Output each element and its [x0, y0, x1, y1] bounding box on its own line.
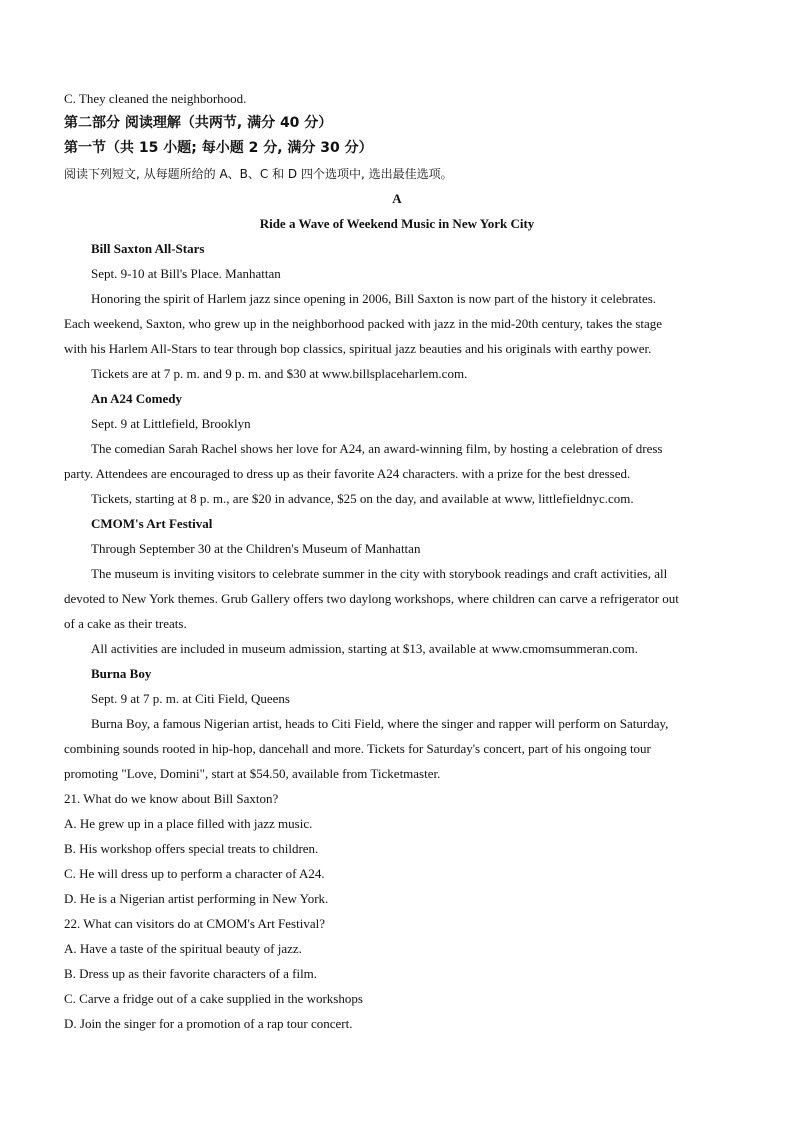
- event-tickets-cmom: All activities are included in museum admission, starting at $13, available at www.cmomsummeran.com.: [91, 641, 638, 656]
- question-21-option-a: A. He grew up in a place filled with jazz music.: [64, 816, 313, 831]
- event-name-bill-saxton: Bill Saxton All-Stars: [91, 241, 205, 256]
- event-name-burna-boy: Burna Boy: [91, 666, 152, 681]
- passage-title: Ride a Wave of Weekend Music in New York City: [259, 216, 535, 231]
- event-name-cmom: CMOM's Art Festival: [91, 516, 213, 531]
- previous-option-c: C. They cleaned the neighborhood.: [64, 91, 247, 106]
- question-22-option-b: B. Dress up as their favorite characters of a film.: [64, 966, 318, 981]
- question-21-option-c: C. He will dress up to perform a character of A24.: [64, 866, 325, 881]
- question-21-option-b: B. His workshop offers special treats to children.: [64, 841, 319, 856]
- event-paragraph-line: Burna Boy, a famous Nigerian artist, heads to Citi Field, where the singer and rapper will perform on Saturday,: [91, 716, 669, 731]
- event-paragraph-line: devoted to New York themes. Grub Gallery offers two daylong workshops, where children can carve a refrigerator out: [64, 591, 679, 606]
- event-when-cmom: Through September 30 at the Children's Museum of Manhattan: [91, 541, 421, 556]
- event-when-bill-saxton: Sept. 9-10 at Bill's Place. Manhattan: [91, 266, 281, 281]
- event-tickets-bill-saxton: Tickets are at 7 p. m. and 9 p. m. and $30 at www.billsplaceharlem.com.: [91, 366, 468, 381]
- event-paragraph-line: The museum is inviting visitors to celebrate summer in the city with storybook readings and craft activities, all: [91, 566, 668, 581]
- question-21-option-d: D. He is a Nigerian artist performing in New York.: [64, 891, 329, 906]
- event-when-a24: Sept. 9 at Littlefield, Brooklyn: [91, 416, 251, 431]
- question-22-option-c: C. Carve a fridge out of a cake supplied in the workshops: [64, 991, 363, 1006]
- event-paragraph-line: promoting "Love, Domini", start at $54.50, available from Ticketmaster.: [64, 766, 441, 781]
- event-name-a24: An A24 Comedy: [91, 391, 183, 406]
- event-when-burna-boy: Sept. 9 at 7 p. m. at Citi Field, Queens: [91, 691, 290, 706]
- event-paragraph-line: combining sounds rooted in hip-hop, dancehall and more. Tickets for Saturday's concert, part of his ongoing tour: [64, 741, 651, 756]
- question-22-option-d: D. Join the singer for a promotion of a rap tour concert.: [64, 1016, 353, 1031]
- event-paragraph-line: with his Harlem All-Stars to tear through bop classics, spiritual jazz beauties and his originals with earthy power.: [64, 341, 652, 356]
- passage-letter: A: [392, 191, 402, 206]
- question-22-option-a: A. Have a taste of the spiritual beauty of jazz.: [64, 941, 302, 956]
- event-paragraph-line: of a cake as their treats.: [64, 616, 187, 631]
- event-tickets-a24: Tickets, starting at 8 p. m., are $20 in advance, $25 on the day, and available at www, littlefieldnyc.com.: [91, 491, 634, 506]
- event-paragraph-line: The comedian Sarah Rachel shows her love for A24, an award-winning film, by hosting a celebration of dress: [91, 441, 663, 456]
- part2-heading: 第二部分 阅读理解（共两节, 满分 40 分）: [64, 115, 333, 131]
- section1-heading: 第一节（共 15 小题; 每小题 2 分, 满分 30 分）: [64, 140, 373, 156]
- event-paragraph-line: Each weekend, Saxton, who grew up in the neighborhood packed with jazz in the mid-20th century, takes the stage: [64, 316, 663, 331]
- event-paragraph-line: Honoring the spirit of Harlem jazz since opening in 2006, Bill Saxton is now part of the history it celebrates.: [91, 291, 657, 306]
- event-paragraph-line: party. Attendees are encouraged to dress up as their favorite A24 characters. with a prize for the best dressed.: [64, 466, 631, 481]
- question-22-stem: 22. What can visitors do at CMOM's Art Festival?: [64, 916, 325, 931]
- question-21-stem: 21. What do we know about Bill Saxton?: [64, 791, 279, 806]
- instructions: 阅读下列短文, 从每题所给的 A、B、C 和 D 四个选项中, 选出最佳选项。: [64, 167, 453, 181]
